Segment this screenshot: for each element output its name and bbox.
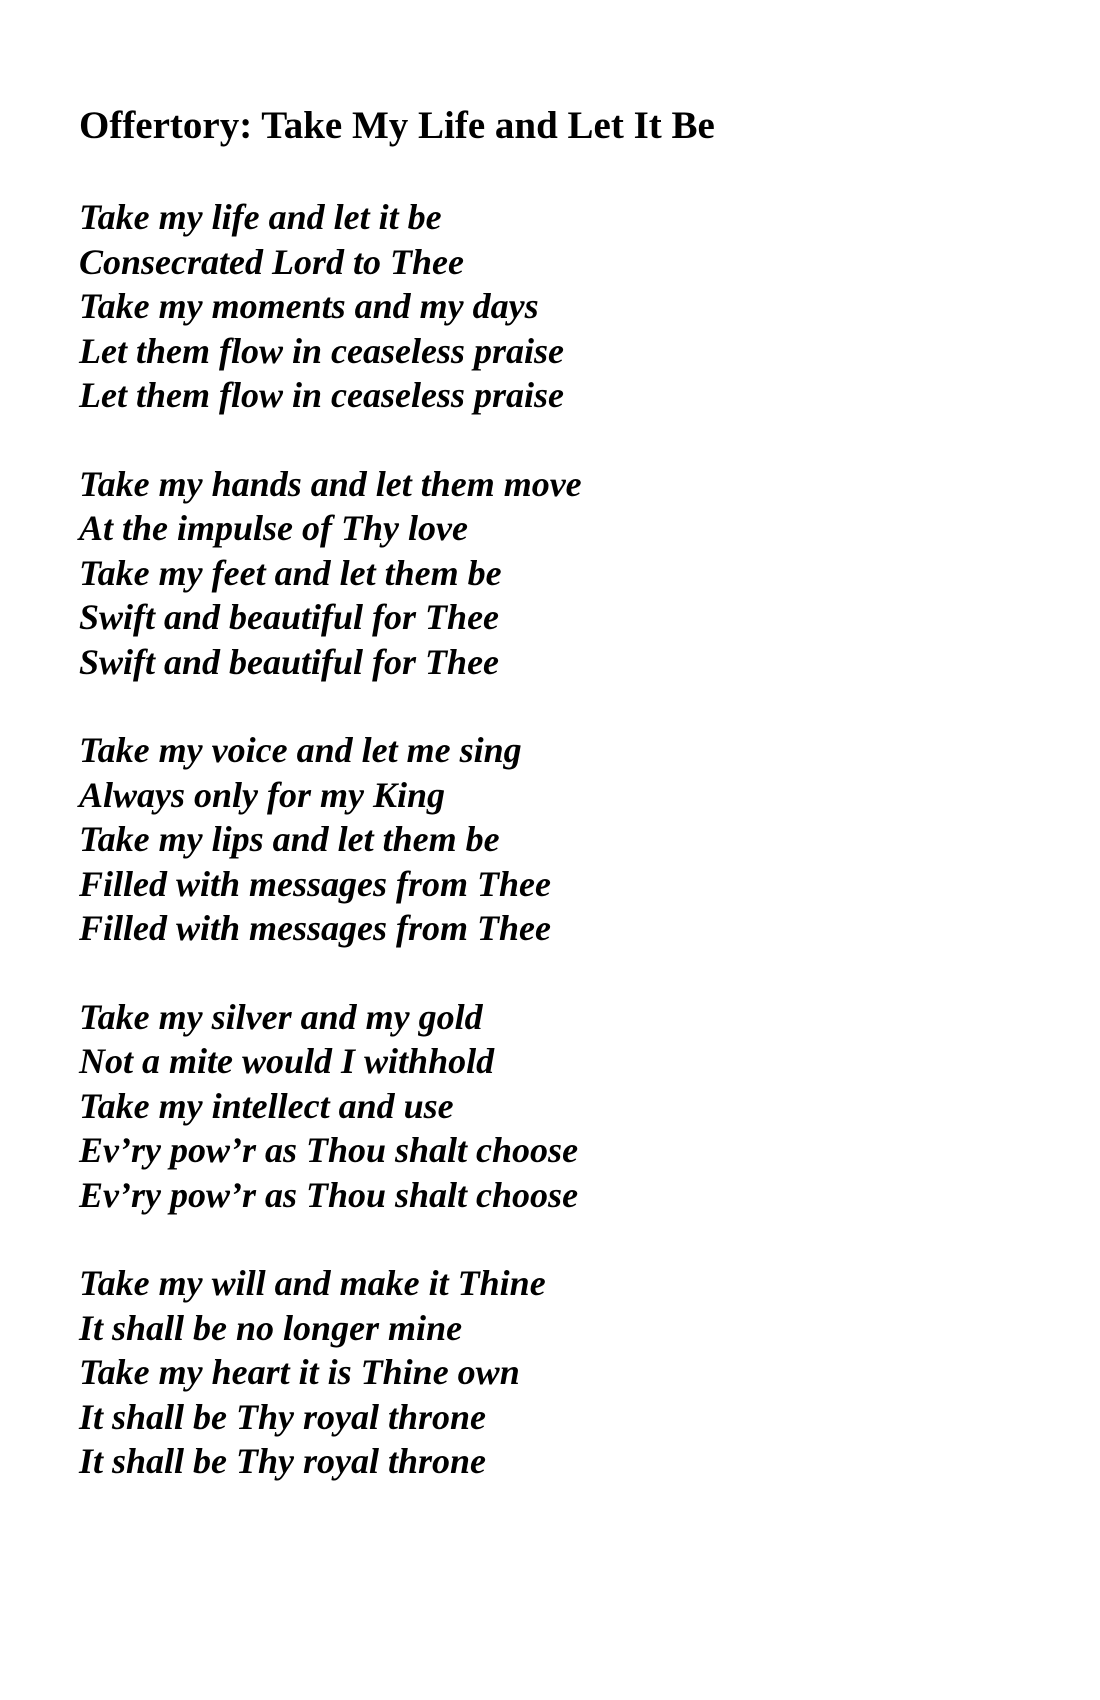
lyric-line: Always only for my King bbox=[79, 774, 446, 815]
verse-1 bbox=[79, 195, 979, 418]
verse-3 bbox=[79, 728, 979, 951]
lyric-line: Not a mite would I withhold bbox=[79, 1041, 495, 1081]
hymn-lyrics bbox=[79, 195, 979, 1528]
lyric-line: Take my voice and let me sing bbox=[79, 730, 522, 770]
lyric-line: It shall be no longer mine bbox=[79, 1307, 463, 1348]
lyric-line: Take my silver and my gold bbox=[79, 996, 483, 1037]
lyric-line: Filled with messages from Thee bbox=[79, 863, 551, 904]
lyric-line: Swift and beautiful for Thee bbox=[79, 597, 500, 637]
verse-5 bbox=[79, 1261, 979, 1484]
page-title: Offertory: Take My Life and Let It Be bbox=[79, 104, 715, 147]
lyric-line: Ev’ry pow’r as Thou shalt choose bbox=[79, 1174, 579, 1215]
lyric-line: Take my will and make it Thine bbox=[79, 1263, 546, 1303]
lyric-line: Take my feet and let them be bbox=[79, 552, 502, 593]
lyric-line: Take my moments and my days bbox=[79, 286, 539, 326]
verse-2 bbox=[79, 462, 979, 685]
lyric-line: Take my hands and let them move bbox=[79, 463, 582, 504]
lyric-line: Let them flow in ceaseless praise bbox=[79, 375, 564, 415]
lyric-line: Consecrated Lord to Thee bbox=[79, 241, 464, 282]
lyric-line: Take my life and let it be bbox=[79, 197, 442, 237]
lyric-line: Take my heart it is Thine own bbox=[79, 1352, 520, 1392]
lyric-line: It shall be Thy royal throne bbox=[79, 1441, 487, 1481]
lyric-line: Let them flow in ceaseless praise bbox=[79, 330, 564, 371]
lyric-line: Filled with messages from Thee bbox=[79, 908, 551, 948]
lyric-line: Take my intellect and use bbox=[79, 1085, 454, 1126]
verse-4 bbox=[79, 995, 979, 1218]
lyric-line: Ev’ry pow’r as Thou shalt choose bbox=[79, 1130, 579, 1170]
lyric-line: Take my lips and let them be bbox=[79, 819, 500, 859]
lyric-line: Swift and beautiful for Thee bbox=[79, 641, 500, 682]
lyric-line: It shall be Thy royal throne bbox=[79, 1396, 487, 1437]
lyric-line: At the impulse of Thy love bbox=[79, 508, 468, 548]
